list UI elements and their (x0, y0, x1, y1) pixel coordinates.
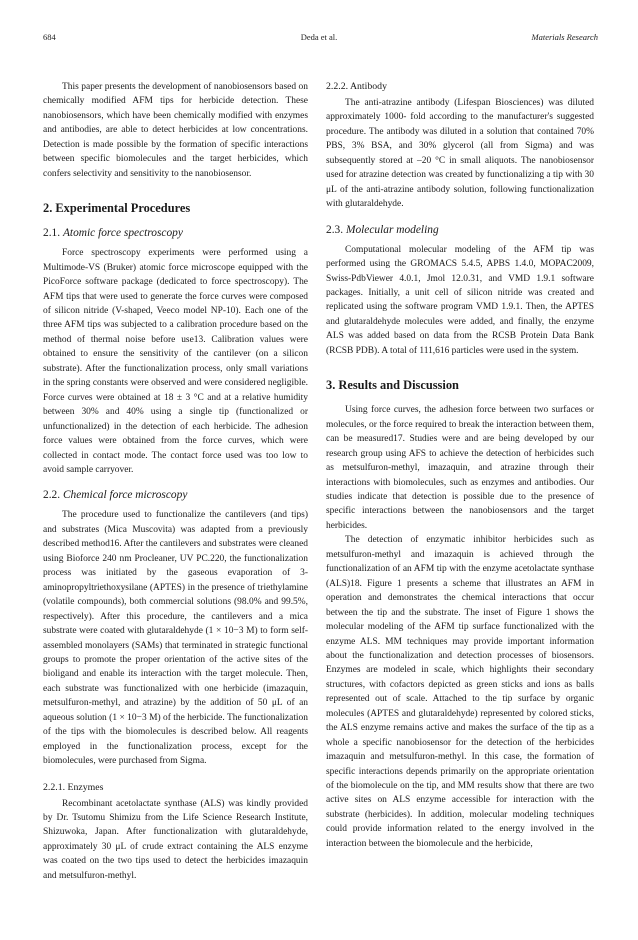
subsection-2-3-number: 2.3. (326, 223, 344, 236)
running-head-authors: Deda et al. (300, 32, 338, 42)
subsection-2-1-paragraph: Force spectroscopy experiments were performed using a Multimode-VS (Bruker) atomic force microscope equipped with the PicoForce software package (dedicated to force spectroscopy). The AFM tips that were used to generate the force curves were composed of silicon nitride (V-shaped, Veeco model NP-10). Each one of the three AFM tips was subjected to a calibration procedure based on the method of thermal noise before use13. Calibration values were obtained to ensure the sensitivity of the cantilever (on a silicon substrate). After the functionalization process, only small variations in the spring constants were observed and were considered negligible. Force curves were obtained at 18 ± 3 °C and at a relative humidity between 30% and 40% using a single tip (functionalized or unfunctionalized) in the detection of each herbicide. The adhesion force values were obtained from the force curves, which were collected in contact mode. The contact force used was too low to avoid sample carryover. (43, 248, 308, 475)
subsection-2-1-heading (43, 226, 308, 240)
subsection-2-1-number: 2.1. (43, 227, 61, 240)
left-column (43, 80, 308, 883)
subsection-2-2-2-heading: 2.2.2. Antibody (326, 81, 387, 92)
subsection-2-2-1-paragraph: Recombinant acetolactate synthase (ALS) was kindly provided by Dr. Tsutomu Shimizu from the Life Science Research Institute, Shizuwoka, Japan. After functionalization with glutaraldehyde, approximately 30 μL of crude extract containing the ALS enzyme was coated on the two tips used to detect the herbicides imazaquin and metsulfuron-methyl. (43, 798, 308, 881)
section-3-heading (326, 378, 594, 393)
section-3-paragraph-1: Using force curves, the adhesion force between two surfaces or molecules, or the force required to break the interaction between them, can be measured17. Studies were and are being developed by our research group using AFS to achieve the detection of herbicides such as metsulfuron-methyl, imazaquin, and atrazine through their interactions with biomolecules, such as enzymes and antibodies. Our studies indicate that detection is possible due to the presence of specific interactions between the nanobiosensors and the target herbicides. (326, 405, 594, 531)
section-2-number: 2. (43, 201, 53, 216)
subsection-2-2-heading (43, 488, 308, 502)
subsection-2-1-title: Atomic force spectroscopy (62, 227, 183, 240)
subsection-2-3-paragraph: Computational molecular modeling of the AFM tip was performed using the GROMACS 5.4.5, APBS 1.4.0, MOPAC2009, Swiss-PdbViewer 4.0.1, Jmol 12.0.31, and VMD 1.9.1 software packages. Initially, a unit cell of silicon nitride was created and replicated using the software program VMD 1.9.1. Then, the APTES and glutaraldehyde molecules were added, and finally, the enzyme ALS was added based on data from the RCSB Protein Data Bank (RCSB PDB). A total of 111,616 particles were used in the system. (326, 244, 594, 356)
section-3-paragraph-2: The detection of enzymatic inhibitor herbicides such as metsulfuron-methyl and imazaquin is achieved through the functionalization of an AFM tip with the enzyme acetolactate synthase (ALS)18. Figure 1 presents a scheme that illustrates an AFM in operation and demonstrates the chemical interactions that occur between the tip and the substrate. The inset of Figure 1 shows the molecular modeling of the AFM tip surface functionalized with the enzyme ALS. MM techniques may provide important information about the functionalization and detection processes of biosensors. Enzymes are modeled in scale, which highlights their secondary structures, with cofactors depicted as green sticks and ions as balls represented out of scale. Attached to the tip surface by organic molecules (APTES and glutaraldehyde) represented by colored sticks, the ALS enzyme remains active and makes the surface of the tip as a whole a specific nanobiosensor for the detection of the herbicides imazaquin and metsulfuron-methyl. In this case, the formation of specific interactions depends primarily on the appropriate orientation of the biomolecule on the tip, and MM results show that there are two active sites on ALS enzyme accessible for interaction with the substrate (herbicides). In addition, molecular modeling techniques could provide information related to the energy involved in the interaction between the biomolecule and the herbicide, (326, 535, 594, 849)
section-3-title: Results and Discussion (338, 378, 459, 393)
subsection-2-3-heading (326, 223, 594, 237)
running-head-journal: Materials Research (531, 32, 598, 42)
section-2-heading (43, 201, 308, 216)
subsection-2-2-paragraph: The procedure used to functionalize the cantilevers (and tips) and substrates (Mica Muscovita) was adapted from a previously described method16. After the cantilevers and substrates were cleaned using Bioforce 240 nm Procleaner, UV PC.220, the functionalization process was initiated by the gaseous evaporation of 3-aminopropyltriethoxysilane (APTES) in the presence of triethylamine (volatile compounds), both commercial solutions (98.0% and 99.5%, respectively). After this procedure, the cantilevers and a mica substrate were coated with glutaraldehyde (1 × 10−3 M) to form self-assembled monolayers (SAMs) that terminated in strategic functional groups to promote the proper orientation of the active sites of the bioligand and enable its interaction with the target molecule. Then, each substrate was functionalized with one herbicide (imazaquin, metsulfuron-methyl, and atrazine) by the addition of 50 μL of an aqueous solution (1 × 10−3 M) of the herbicide. The functionalization of the tips with the biomolecules is described below. All reagents employed in the functionalization process, except for the biomolecules, were purchased from Sigma. (43, 510, 308, 767)
subsection-2-3-title: Molecular modeling (345, 223, 439, 236)
subsection-2-2-1-heading: 2.2.1. Enzymes (43, 781, 104, 793)
intro-paragraph: This paper presents the development of nanobiosensors based on chemically modified AFM tips for herbicide detection. These nanobiosensors, which have been chemically modified with enzymes and antibodies, are able to detect herbicides at low concentrations. Detection is made possible by the formation of specific interactions between specific biomolecules and the target herbicides, which confers selectivity and sensitivity to the nanobiosensor. (43, 82, 308, 179)
section-2-title: Experimental Procedures (55, 201, 191, 216)
subsection-2-2-2-paragraph: The anti-atrazine antibody (Lifespan Biosciences) was diluted approximately 1000- fold according to the manufacturer's suggested procedure. The antibody was diluted in a solution that contained 70% PBS, 3% BSA, and 30% glycerol (all from Sigma) and was subsequently stored at –20 °C in small aliquots. The nanobiosensor used for atrazine detection was created by functionalizing a tip with 30 μL of the anti-atrazine antibody solution, following functionalization with glutaraldehyde. (326, 98, 594, 210)
subsection-2-2-number: 2.2. (43, 489, 61, 502)
page-number: 684 (43, 32, 56, 42)
section-3-number: 3. (326, 378, 336, 393)
subsection-2-2-title: Chemical force microscopy (62, 489, 188, 502)
right-column (326, 80, 594, 851)
